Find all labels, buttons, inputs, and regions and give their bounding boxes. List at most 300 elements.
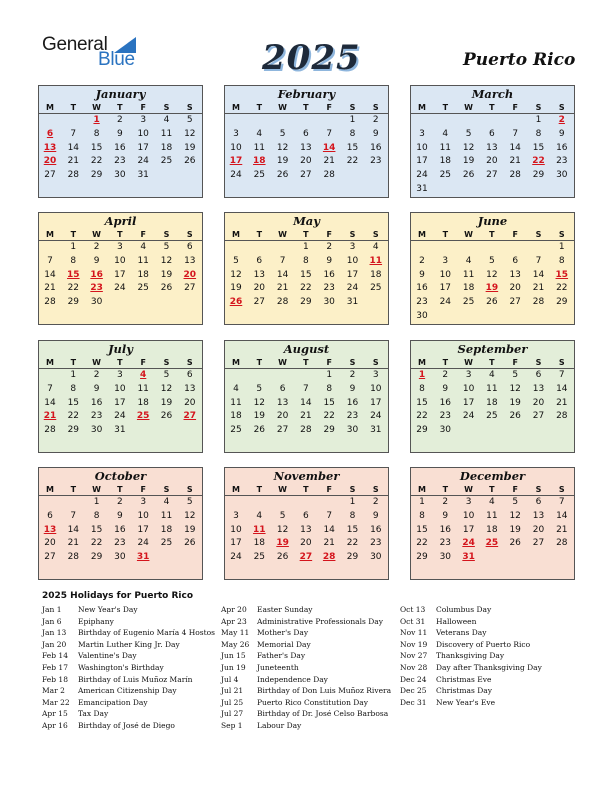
weekday-header: M: [418, 358, 426, 367]
day-cell: 28: [44, 297, 56, 308]
day-cell: 7: [326, 510, 333, 521]
day-cell: 17: [346, 269, 359, 280]
day-cell: 16: [416, 283, 428, 294]
month-may: [224, 212, 389, 325]
logo-text-blue: Blue: [98, 49, 135, 70]
day-cell: 12: [253, 397, 266, 408]
holiday-name: Christmas Eve: [436, 674, 492, 684]
holiday-name: Thanksgiving Day: [436, 651, 505, 661]
day-cell: 29: [323, 425, 335, 436]
day-cell: 29: [67, 297, 80, 308]
day-cell: 19: [253, 411, 266, 422]
day-cell: 9: [117, 510, 123, 521]
weekday-header: T: [70, 358, 77, 367]
day-cell: 20: [276, 411, 289, 422]
day-cell: 24: [416, 170, 428, 181]
holiday-date-text: Oct 13: [400, 605, 426, 614]
day-cell: 2: [326, 242, 333, 252]
day-cell: 16: [439, 397, 452, 408]
day-cell: 19: [230, 283, 242, 294]
holiday-date: 13: [43, 142, 57, 153]
day-cell: 10: [346, 255, 359, 266]
day-cell: 15: [90, 142, 103, 153]
holiday-date-text: Nov 11: [400, 628, 428, 638]
day-cell: 2: [442, 370, 449, 380]
day-cell: 27: [532, 411, 545, 422]
day-cell: 4: [163, 115, 170, 125]
weekday-header: W: [464, 103, 473, 112]
day-cell: 5: [186, 115, 193, 125]
weekday-header: W: [464, 358, 473, 367]
holiday-date: 26: [229, 297, 243, 308]
day-cell: 15: [346, 524, 359, 535]
day-cell: 22: [346, 156, 359, 167]
day-cell: 29: [300, 297, 312, 308]
month-january: [38, 85, 203, 198]
weekday-header: W: [92, 358, 101, 367]
holiday-date-text: Dec 31: [400, 697, 427, 707]
weekday-header: W: [464, 485, 473, 494]
day-cell: 11: [137, 255, 149, 266]
day-cell: 28: [67, 170, 80, 181]
day-cell: 24: [230, 552, 242, 563]
holiday-name: Veterans Day: [436, 628, 487, 638]
day-cell: 30: [370, 552, 382, 563]
day-cell: 19: [462, 156, 475, 167]
day-cell: 8: [303, 255, 309, 266]
day-cell: 12: [230, 269, 242, 280]
day-cell: 29: [532, 170, 545, 181]
holiday-date-text: Mar 2: [42, 686, 65, 696]
day-cell: 24: [230, 170, 242, 181]
holiday-date-text: May 11: [221, 628, 250, 638]
day-cell: 21: [323, 156, 335, 167]
holiday-date: 6: [46, 128, 54, 139]
day-cell: 18: [230, 411, 242, 422]
day-cell: 25: [486, 411, 498, 422]
weekday-header: T: [117, 485, 123, 494]
day-cell: 6: [303, 510, 309, 521]
day-cell: 3: [233, 510, 239, 521]
holiday-date-text: Apr 16: [42, 720, 68, 730]
day-cell: 8: [558, 255, 565, 266]
day-cell: 25: [160, 156, 173, 167]
day-cell: 15: [90, 524, 103, 535]
day-cell: 12: [184, 510, 196, 521]
day-cell: 1: [419, 497, 425, 507]
weekday-header: T: [256, 485, 263, 494]
weekday-header: T: [442, 103, 449, 112]
day-cell: 1: [558, 242, 565, 252]
weekday-header: S: [372, 230, 379, 239]
holiday-date: 11: [369, 255, 383, 266]
month-title: May: [293, 214, 320, 228]
day-cell: 3: [117, 370, 123, 380]
day-cell: 18: [160, 142, 173, 153]
day-cell: 10: [462, 510, 475, 521]
day-cell: 20: [509, 283, 521, 294]
day-cell: 2: [372, 115, 379, 125]
weekday-header: S: [349, 230, 356, 239]
holiday-name: Epiphany: [78, 616, 114, 626]
day-cell: 1: [303, 242, 309, 252]
holiday-date-text: Jan 6: [42, 616, 62, 626]
day-cell: 24: [462, 411, 475, 422]
day-cell: 21: [276, 283, 289, 294]
weekday-header: S: [163, 485, 170, 494]
holiday-name: Birthday of José de Diego: [78, 720, 175, 730]
day-cell: 15: [346, 142, 359, 153]
day-cell: 24: [137, 156, 149, 167]
day-cell: 15: [416, 397, 428, 408]
logo-text-general: General: [42, 34, 108, 55]
weekday-header: M: [418, 230, 426, 239]
day-cell: 9: [93, 383, 100, 394]
day-cell: 2: [419, 255, 425, 266]
day-cell: 20: [300, 156, 312, 167]
day-cell: 29: [90, 170, 103, 181]
month-title: September: [457, 342, 528, 356]
day-cell: 17: [137, 524, 149, 535]
day-cell: 2: [93, 242, 100, 252]
day-cell: 12: [160, 255, 173, 266]
day-cell: 6: [47, 510, 53, 521]
weekday-divider: [411, 495, 574, 496]
day-cell: 10: [462, 383, 475, 394]
weekday-header: M: [232, 230, 240, 239]
month-october: [38, 467, 203, 580]
day-cell: 4: [442, 128, 449, 139]
day-cell: 14: [323, 524, 335, 535]
day-cell: 30: [416, 311, 428, 321]
holiday-name: Labour Day: [257, 720, 302, 730]
holiday-name: Birthday of Don Luis Muñoz Rivera: [257, 686, 392, 696]
weekday-header: M: [46, 358, 54, 367]
day-cell: 29: [556, 297, 568, 308]
day-cell: 10: [416, 142, 428, 153]
weekday-divider: [39, 495, 202, 496]
weekday-header: S: [163, 230, 170, 239]
day-cell: 5: [163, 370, 170, 380]
holiday-date-text: Jul 4: [221, 674, 239, 684]
day-cell: 16: [90, 397, 103, 408]
weekday-header: T: [303, 230, 309, 239]
day-cell: 10: [370, 383, 382, 394]
day-cell: 30: [90, 297, 103, 308]
day-cell: 23: [114, 156, 126, 167]
holiday-name: Independence Day: [257, 674, 328, 684]
day-cell: 2: [93, 370, 100, 380]
day-cell: 6: [279, 383, 286, 394]
weekday-divider: [225, 113, 388, 114]
holiday-date-text: Mar 22: [42, 697, 70, 707]
holiday-date: 13: [43, 524, 57, 535]
holiday-date-text: May 26: [221, 639, 250, 649]
day-cell: 18: [462, 283, 475, 294]
day-cell: 28: [276, 297, 289, 308]
day-cell: 22: [556, 283, 568, 294]
day-cell: 23: [439, 411, 452, 422]
day-cell: 12: [160, 383, 173, 394]
calendar-year: 2025: [262, 38, 361, 78]
holiday-name: Martin Luther King Jr. Day: [78, 639, 180, 649]
weekday-header: T: [442, 485, 449, 494]
day-cell: 11: [486, 383, 498, 394]
weekday-divider: [225, 240, 388, 241]
day-cell: 27: [532, 538, 545, 549]
day-cell: 7: [558, 497, 565, 507]
day-cell: 14: [67, 142, 80, 153]
day-cell: 20: [44, 538, 56, 549]
day-cell: 7: [70, 128, 77, 139]
weekday-header: S: [186, 358, 193, 367]
holiday-date: 1: [418, 370, 426, 380]
holiday-name: Washington's Birthday: [78, 662, 164, 672]
day-cell: 11: [160, 510, 173, 521]
day-cell: 31: [114, 425, 126, 436]
weekday-header: S: [186, 485, 193, 494]
day-cell: 22: [67, 283, 80, 294]
weekday-header: W: [278, 230, 287, 239]
day-cell: 13: [300, 142, 312, 153]
day-cell: 4: [256, 128, 263, 139]
day-cell: 4: [489, 497, 495, 507]
day-cell: 28: [509, 170, 521, 181]
day-cell: 24: [439, 297, 452, 308]
day-cell: 13: [253, 269, 266, 280]
day-cell: 27: [44, 170, 56, 181]
day-cell: 19: [160, 269, 173, 280]
weekday-header: T: [70, 103, 77, 112]
day-cell: 5: [256, 383, 263, 394]
day-cell: 27: [300, 170, 312, 181]
day-cell: 11: [462, 269, 475, 280]
day-cell: 7: [279, 255, 286, 266]
day-cell: 21: [300, 411, 312, 422]
weekday-header: F: [326, 103, 332, 112]
day-cell: 8: [535, 128, 542, 139]
day-cell: 17: [439, 283, 452, 294]
day-cell: 4: [465, 255, 472, 266]
day-cell: 19: [184, 524, 196, 535]
holiday-name: Juneteenth: [257, 662, 299, 672]
weekday-header: W: [92, 485, 101, 494]
day-cell: 1: [349, 115, 356, 125]
holiday-date: 17: [229, 156, 243, 167]
day-cell: 11: [253, 142, 266, 153]
day-cell: 28: [556, 411, 568, 422]
weekday-header: S: [535, 358, 542, 367]
weekday-header: T: [489, 230, 495, 239]
day-cell: 31: [137, 170, 149, 181]
holiday-date: 28: [322, 552, 336, 563]
day-cell: 21: [44, 283, 56, 294]
holiday-date-text: Feb 18: [42, 674, 68, 684]
day-cell: 29: [416, 552, 428, 563]
day-cell: 5: [186, 497, 193, 507]
day-cell: 20: [184, 397, 196, 408]
weekday-header: F: [140, 485, 146, 494]
holiday-name: Birthday of Dr. José Celso Barbosa: [257, 709, 389, 719]
day-cell: 1: [70, 242, 77, 252]
holiday-name: Mother's Day: [257, 628, 309, 638]
day-cell: 9: [442, 383, 449, 394]
day-cell: 15: [300, 269, 312, 280]
day-cell: 29: [416, 425, 428, 436]
day-cell: 3: [349, 242, 356, 252]
holiday-date-text: Jan 1: [42, 605, 62, 614]
weekday-header: M: [232, 103, 240, 112]
day-cell: 18: [160, 524, 173, 535]
day-cell: 18: [137, 269, 149, 280]
day-cell: 12: [486, 269, 498, 280]
day-cell: 1: [326, 370, 333, 380]
day-cell: 1: [70, 370, 77, 380]
day-cell: 30: [323, 297, 335, 308]
day-cell: 1: [349, 497, 356, 507]
weekday-header: M: [232, 358, 240, 367]
weekday-header: T: [256, 230, 263, 239]
day-cell: 2: [442, 497, 449, 507]
holiday-date: 25: [485, 538, 499, 549]
month-september: [410, 340, 575, 453]
day-cell: 7: [303, 383, 309, 394]
month-february: [224, 85, 389, 198]
weekday-header: S: [163, 103, 170, 112]
day-cell: 17: [114, 269, 126, 280]
day-cell: 7: [70, 510, 77, 521]
holiday-date: 14: [322, 142, 336, 153]
day-cell: 19: [509, 397, 521, 408]
weekday-header: F: [512, 485, 518, 494]
weekday-header: F: [140, 358, 146, 367]
month-title: June: [477, 214, 508, 228]
weekday-header: F: [326, 485, 332, 494]
weekday-header: M: [46, 230, 54, 239]
day-cell: 9: [326, 255, 333, 266]
day-cell: 8: [93, 510, 100, 521]
day-cell: 15: [532, 142, 545, 153]
weekday-header: T: [303, 103, 309, 112]
day-cell: 9: [442, 510, 449, 521]
month-august: [224, 340, 389, 453]
holiday-date-text: Apr 15: [42, 709, 68, 719]
day-cell: 26: [184, 538, 196, 549]
day-cell: 17: [114, 397, 126, 408]
day-cell: 26: [486, 297, 498, 308]
day-cell: 8: [349, 128, 356, 139]
day-cell: 16: [370, 142, 382, 153]
day-cell: 3: [117, 242, 123, 252]
day-cell: 13: [276, 397, 289, 408]
weekday-divider: [39, 240, 202, 241]
holiday-name: Administrative Professionals Day: [257, 616, 383, 626]
weekday-header: S: [558, 230, 565, 239]
day-cell: 18: [486, 397, 498, 408]
day-cell: 14: [44, 397, 56, 408]
day-cell: 2: [117, 497, 123, 507]
day-cell: 30: [439, 425, 452, 436]
day-cell: 18: [439, 156, 452, 167]
holidays-title: 2025 Holidays for Puerto Rico: [42, 591, 194, 601]
day-cell: 26: [253, 425, 266, 436]
day-cell: 15: [323, 397, 335, 408]
weekday-header: M: [46, 103, 54, 112]
day-cell: 29: [346, 552, 359, 563]
day-cell: 5: [465, 128, 472, 139]
day-cell: 19: [184, 142, 196, 153]
day-cell: 26: [462, 170, 475, 181]
day-cell: 9: [372, 510, 379, 521]
day-cell: 27: [253, 297, 266, 308]
weekday-header: W: [92, 103, 101, 112]
day-cell: 8: [93, 128, 100, 139]
holiday-date: 21: [43, 411, 57, 422]
day-cell: 28: [44, 425, 56, 436]
day-cell: 20: [532, 524, 545, 535]
holiday-name: New Year's Eve: [436, 697, 496, 707]
day-cell: 3: [419, 128, 425, 139]
weekday-divider: [411, 368, 574, 369]
day-cell: 28: [556, 538, 568, 549]
day-cell: 27: [486, 170, 498, 181]
day-cell: 17: [462, 524, 475, 535]
day-cell: 17: [230, 538, 242, 549]
day-cell: 24: [114, 283, 126, 294]
weekday-header: S: [186, 230, 193, 239]
day-cell: 23: [370, 538, 382, 549]
day-cell: 23: [323, 283, 335, 294]
holiday-date: 4: [140, 370, 147, 380]
holiday-name: Emancipation Day: [78, 697, 148, 707]
day-cell: 14: [300, 397, 312, 408]
weekday-header: T: [117, 103, 123, 112]
holiday-date: 20: [43, 156, 57, 167]
holiday-date: 31: [462, 552, 475, 563]
day-cell: 12: [509, 383, 521, 394]
day-cell: 30: [346, 425, 359, 436]
day-cell: 12: [276, 142, 289, 153]
holiday-date: 24: [462, 538, 475, 549]
holiday-name: Tax Day: [78, 709, 109, 719]
day-cell: 9: [419, 269, 425, 280]
weekday-divider: [411, 113, 574, 114]
month-june: [410, 212, 575, 325]
day-cell: 3: [140, 497, 147, 507]
day-cell: 26: [509, 538, 521, 549]
day-cell: 24: [370, 411, 382, 422]
holiday-name: Day after Thanksgiving Day: [436, 662, 542, 672]
day-cell: 15: [67, 397, 80, 408]
day-cell: 2: [372, 497, 379, 507]
day-cell: 5: [279, 510, 286, 521]
day-cell: 22: [323, 411, 335, 422]
weekday-header: T: [442, 230, 449, 239]
day-cell: 13: [184, 383, 196, 394]
day-cell: 6: [535, 370, 542, 380]
holiday-date-text: Jul 25: [221, 697, 244, 707]
weekday-header: T: [489, 485, 495, 494]
day-cell: 25: [253, 170, 266, 181]
day-cell: 12: [184, 128, 196, 139]
day-cell: 16: [114, 142, 126, 153]
weekday-divider: [411, 240, 574, 241]
holiday-name: Birthday of Luis Muñoz Marín: [78, 674, 193, 684]
weekday-header: T: [70, 230, 77, 239]
day-cell: 8: [419, 510, 425, 521]
day-cell: 5: [279, 128, 286, 139]
day-cell: 3: [465, 370, 472, 380]
